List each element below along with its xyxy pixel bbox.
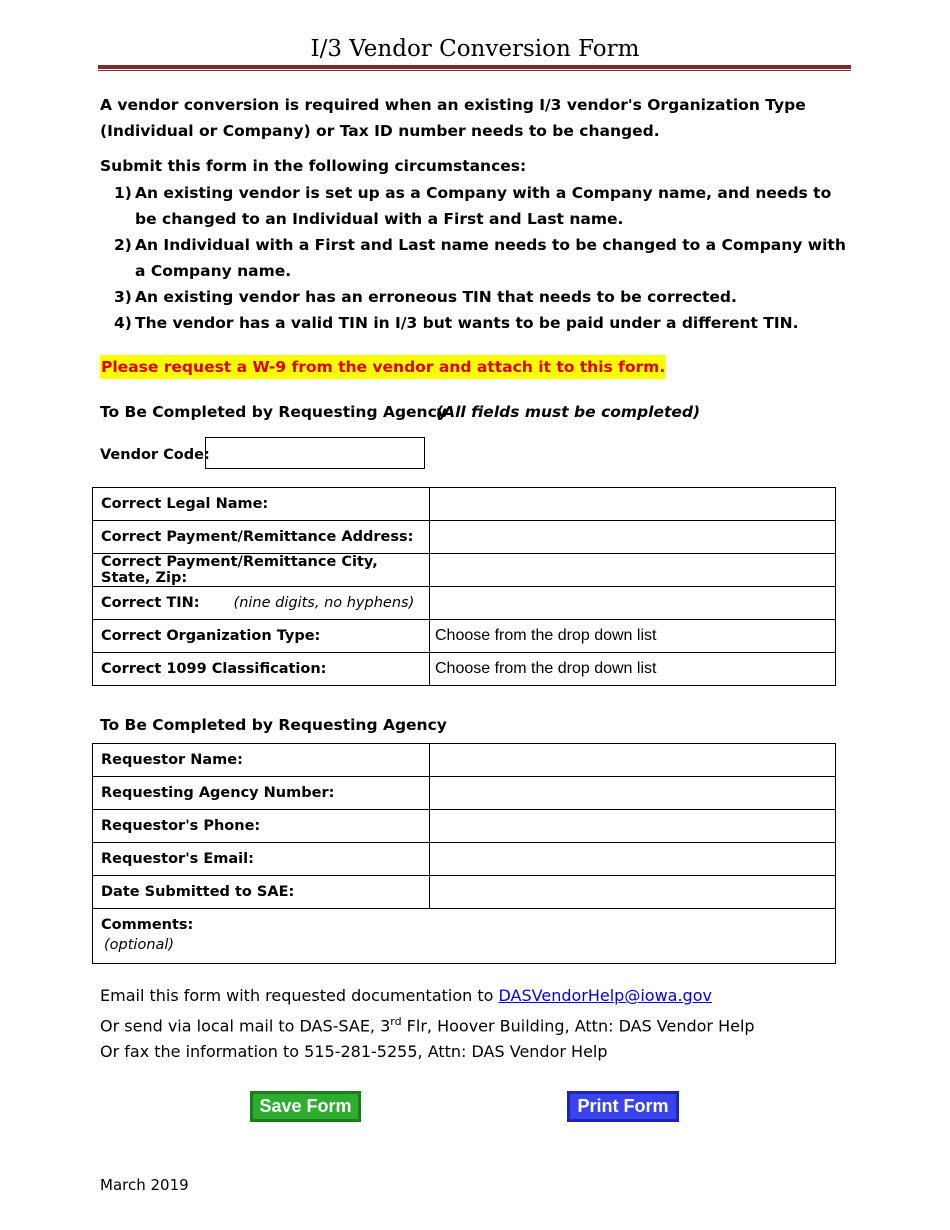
table-row <box>93 777 836 810</box>
table-row <box>93 909 836 964</box>
footer-mail-sup: rd <box>390 1015 402 1028</box>
table-row <box>93 488 836 521</box>
agency-number-input[interactable] <box>430 777 836 810</box>
list-item <box>100 232 850 284</box>
print-form-button[interactable]: Print Form <box>567 1091 679 1122</box>
requestor-phone-input[interactable] <box>430 810 836 843</box>
table-row <box>93 810 836 843</box>
footer-email-line <box>100 983 755 1009</box>
organization-type-select[interactable]: Choose from the drop down list <box>430 620 836 653</box>
table-row <box>93 554 836 587</box>
table-row <box>93 843 836 876</box>
list-item <box>100 180 850 232</box>
tin-input[interactable] <box>430 587 836 620</box>
remittance-city-input[interactable] <box>430 554 836 587</box>
list-item-number: 4) <box>114 314 132 332</box>
classification-1099-select[interactable]: Choose from the drop down list <box>430 653 836 686</box>
requestor-email-label: Requestor's Email: <box>93 843 430 876</box>
comments-field[interactable] <box>93 909 836 964</box>
table-row <box>93 876 836 909</box>
intro-paragraph: A vendor conversion is required when an existing I/3 vendor's Organization Type (Individual or Company) or Tax ID number needs to be changed. <box>100 96 806 140</box>
section2-heading: To Be Completed by Requesting Agency <box>100 716 447 734</box>
list-item-text: An existing vendor is set up as a Company with a Company name, and needs to be changed to an Individual with a First and Last name. <box>135 184 832 228</box>
footer-mail-line <box>100 1009 755 1039</box>
revision-date: March 2019 <box>100 1176 189 1194</box>
requestor-phone-label: Requestor's Phone: <box>93 810 430 843</box>
section1-heading: To Be Completed by Requesting Agency <box>100 403 447 421</box>
footer-instructions <box>100 983 755 1065</box>
requestor-name-input[interactable] <box>430 744 836 777</box>
agency-number-label: Requesting Agency Number: <box>93 777 430 810</box>
save-form-button[interactable]: Save Form <box>250 1091 361 1122</box>
section1-note: (All fields must be completed) <box>436 403 701 421</box>
remittance-city-label: Correct Payment/Remittance City, State, Zip: <box>93 554 430 587</box>
requestor-name-label: Requestor Name: <box>93 744 430 777</box>
list-item-number: 3) <box>114 288 132 306</box>
list-item <box>100 310 850 336</box>
legal-name-label: Correct Legal Name: <box>93 488 430 521</box>
table-row <box>93 620 836 653</box>
footer-mail-suffix: Flr, Hoover Building, Attn: DAS Vendor Help <box>401 1016 755 1036</box>
date-submitted-input[interactable] <box>430 876 836 909</box>
table-row <box>93 521 836 554</box>
classification-1099-label: Correct 1099 Classification: <box>93 653 430 686</box>
list-item-text: An Individual with a First and Last name needs to be changed to a Company with a Company name. <box>135 236 846 280</box>
remittance-address-input[interactable] <box>430 521 836 554</box>
comments-hint: (optional) <box>104 937 175 953</box>
email-link[interactable]: DASVendorHelp@iowa.gov <box>498 986 712 1005</box>
table-row <box>93 653 836 686</box>
vendor-code-label: Vendor Code: <box>100 447 210 463</box>
comments-label: Comments: <box>101 917 194 933</box>
vendor-details-table <box>92 487 836 686</box>
circumstances-list <box>100 180 850 336</box>
list-item-text: The vendor has a valid TIN in I/3 but wants to be paid under a different TIN. <box>135 314 799 332</box>
tin-label: Correct TIN: <box>101 595 200 611</box>
organization-type-label: Correct Organization Type: <box>93 620 430 653</box>
requestor-table <box>92 743 836 964</box>
form-title: I/3 Vendor Conversion Form <box>310 36 640 62</box>
footer-fax-line: Or fax the information to 515-281-5255, Attn: DAS Vendor Help <box>100 1042 608 1062</box>
tin-label-cell <box>93 587 430 620</box>
table-row <box>93 587 836 620</box>
remittance-address-label: Correct Payment/Remittance Address: <box>93 521 430 554</box>
list-item-number: 2) <box>114 236 132 254</box>
date-submitted-label: Date Submitted to SAE: <box>93 876 430 909</box>
tin-hint: (nine digits, no hyphens) <box>233 595 415 611</box>
circumstances-heading: Submit this form in the following circumstances: <box>100 157 527 175</box>
list-item-number: 1) <box>114 184 132 202</box>
title-rule-thin <box>98 70 851 71</box>
footer-mail-prefix: Or send via local mail to DAS-SAE, 3 <box>100 1016 391 1036</box>
legal-name-input[interactable] <box>430 488 836 521</box>
vendor-code-input[interactable] <box>205 437 425 469</box>
title-rule-thick <box>98 65 851 69</box>
list-item <box>100 284 850 310</box>
requestor-email-input[interactable] <box>430 843 836 876</box>
footer-email-text: Email this form with requested documentation to <box>100 986 499 1005</box>
list-item-text: An existing vendor has an erroneous TIN that needs to be corrected. <box>135 288 737 306</box>
w9-notice: Please request a W-9 from the vendor and attach it to this form. <box>100 355 666 379</box>
table-row <box>93 744 836 777</box>
